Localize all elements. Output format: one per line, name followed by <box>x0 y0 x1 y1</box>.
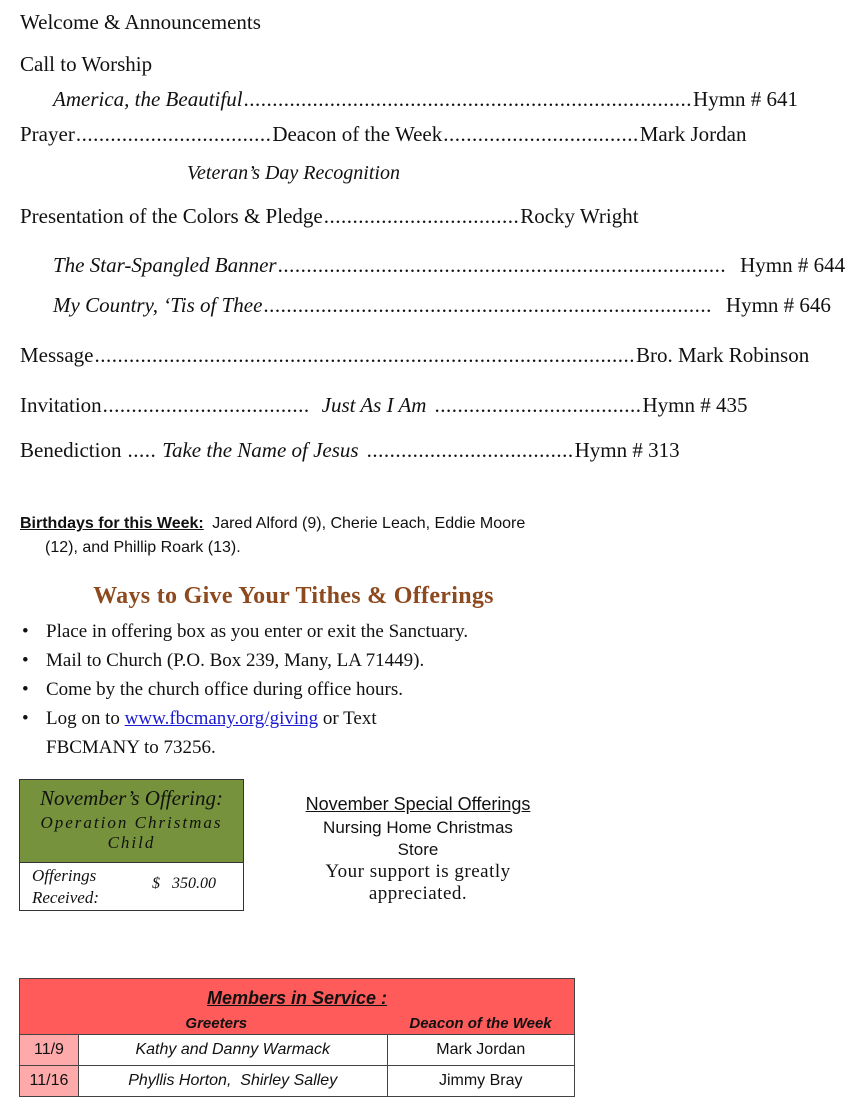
giving-item-online: • Log on to www.fbcmany.org/giving or Text FBCMANY to 73256. <box>20 704 575 762</box>
welcome-line: Welcome & Announcements <box>20 10 261 34</box>
special-offerings <box>248 794 588 905</box>
dot-leader: ..... <box>127 438 157 462</box>
offering-box <box>19 779 244 911</box>
offering-amount: $ 350.00 <box>152 875 216 892</box>
dot-leader: .............................................................................. <box>263 293 712 317</box>
row-date: 11/9 <box>20 1035 79 1066</box>
colors-pledge-line <box>20 199 639 229</box>
hymn-title: My Country, ‘Tis of Thee <box>53 293 263 317</box>
hymn-star-spangled <box>53 248 845 278</box>
members-header-deacon: Deacon of the Week <box>387 1013 574 1035</box>
row-date: 11/16 <box>20 1066 79 1097</box>
giving-link[interactable]: www.fbcmany.org/giving <box>124 708 319 729</box>
prayer-name: Mark Jordan <box>639 122 747 146</box>
birthdays-label: Birthdays for this Week: <box>20 515 204 532</box>
dot-leader: .................................. <box>443 122 639 146</box>
message-line <box>20 338 810 368</box>
birthdays-line1 <box>20 512 580 536</box>
dot-leader: .................................. <box>75 122 272 146</box>
members-title: Members in Service : <box>206 987 388 1008</box>
birthdays-names-1: Jared Alford (9), Cherie Leach, Eddie Moore <box>212 515 526 532</box>
dot-leader: .................................... <box>102 393 310 417</box>
hymn-number: Hymn # 646 <box>725 293 831 317</box>
row-greeters: Kathy and Danny Warmack <box>78 1035 387 1066</box>
row-greeters: Phyllis Horton, Shirley Salley <box>78 1066 387 1097</box>
members-title-cell <box>20 979 575 1014</box>
special-support1: Your support is greatly <box>325 861 511 882</box>
table-row <box>20 1066 575 1097</box>
prayer-label: Prayer <box>20 122 75 146</box>
benediction-line <box>20 433 680 463</box>
offering-received-row <box>20 862 243 911</box>
giving-item-box: • Place in offering box as you enter or exit the Sanctuary. <box>20 617 575 646</box>
offering-header <box>20 780 243 862</box>
dot-leader: .............................................................................................. <box>94 343 635 367</box>
birthdays-line2: (12), and Phillip Roark (13). <box>45 539 241 556</box>
offering-name-2: Child <box>107 833 156 852</box>
hymn-title: America, the Beautiful <box>53 87 243 111</box>
offering-name-1: Operation Christmas <box>40 813 223 832</box>
row-deacon: Mark Jordan <box>387 1035 574 1066</box>
members-title-row <box>20 979 575 1014</box>
message-label: Message <box>20 343 94 367</box>
message-name: Bro. Mark Robinson <box>635 343 810 367</box>
giving-title: Ways to Give Your Tithes & Offerings <box>93 583 494 609</box>
special-line1: Nursing Home Christmas <box>323 818 513 837</box>
prayer-line <box>20 117 747 147</box>
hymn-number: Hymn # 641 <box>693 87 799 111</box>
bullet-icon: • <box>22 650 29 671</box>
bullet-icon: • <box>22 708 29 729</box>
invitation-hymn-title: Just As I Am <box>321 393 427 417</box>
dot-leader: .............................................................................. <box>277 253 727 277</box>
benediction-hymn-title: Take the Name of Jesus <box>162 438 359 462</box>
veterans-day-heading: Veteran’s Day Recognition <box>187 162 400 184</box>
row-deacon: Jimmy Bray <box>387 1066 574 1097</box>
members-table <box>19 978 575 1097</box>
colors-name: Rocky Wright <box>520 204 639 228</box>
giving-item-office: • Come by the church office during office hours. <box>20 675 575 704</box>
offering-heading: November’s Offering: <box>40 786 223 810</box>
members-header-row <box>20 1013 575 1035</box>
table-row <box>20 1035 575 1066</box>
hymn-my-country <box>53 288 831 318</box>
benediction-hymn-number: Hymn # 313 <box>574 438 680 462</box>
invitation-line <box>20 388 748 418</box>
invitation-label: Invitation <box>20 393 102 417</box>
offering-received-label: Offerings Received: <box>32 866 99 907</box>
birthdays-block <box>20 512 580 560</box>
call-to-worship: Call to Worship <box>20 52 153 76</box>
special-line2: Store <box>397 840 439 859</box>
dot-leader: .................................... <box>366 438 574 462</box>
dot-leader: .............................................................................. <box>243 87 693 111</box>
members-header-spacer <box>20 1013 79 1035</box>
giving-item-mail: • Mail to Church (P.O. Box 239, Many, LA 71449). <box>20 646 575 675</box>
giving-list <box>20 617 575 762</box>
bullet-icon: • <box>22 679 29 700</box>
hymn-number: Hymn # 644 <box>740 253 845 277</box>
members-header-greeters: Greeters <box>78 1013 387 1035</box>
dot-leader: .................................... <box>434 393 642 417</box>
special-support2: appreciated. <box>368 883 468 904</box>
colors-label: Presentation of the Colors & Pledge <box>20 204 323 228</box>
bullet-icon: • <box>22 621 29 642</box>
benediction-label: Benediction <box>20 438 122 462</box>
hymn-america <box>53 82 799 112</box>
invitation-hymn-number: Hymn # 435 <box>642 393 748 417</box>
hymn-title: The Star-Spangled Banner <box>53 253 277 277</box>
special-heading: November Special Offerings <box>305 794 531 814</box>
dot-leader: .................................. <box>323 204 520 228</box>
prayer-who: Deacon of the Week <box>272 122 443 146</box>
